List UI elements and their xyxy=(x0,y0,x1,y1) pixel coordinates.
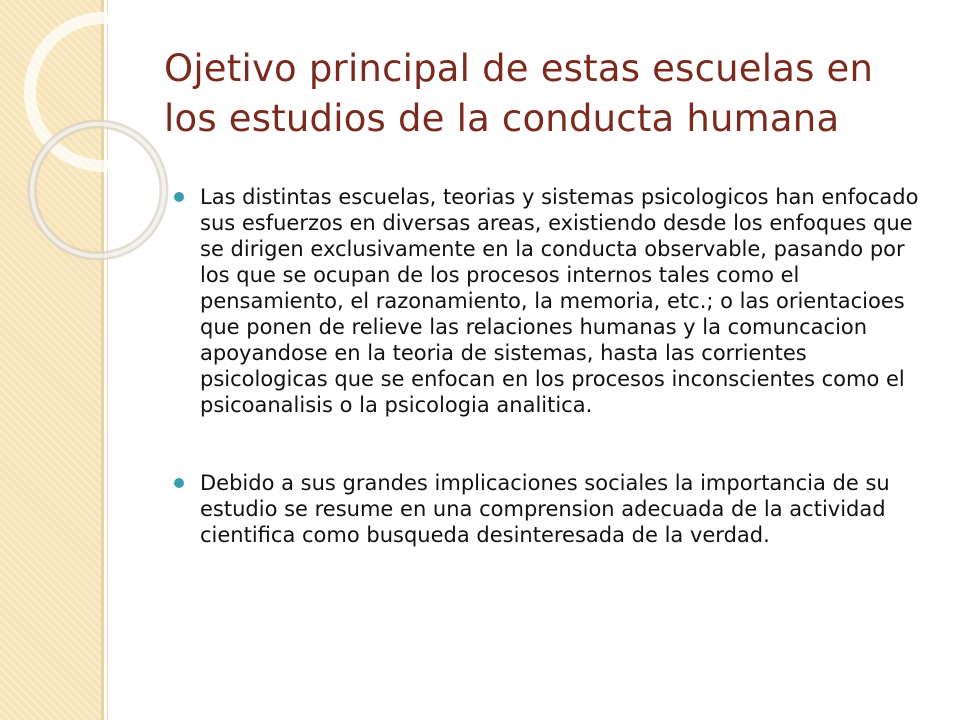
decorative-ring-lower-highlight xyxy=(32,124,164,256)
bullet-icon xyxy=(174,478,184,488)
bullet-text: Las distintas escuelas, teorias y sistemas psicologicos han enfocado sus esfuerzos en diversas areas, existiendo desde los enfoques que se dirigen exclusivamente en la conducta observable, pasando por los que se ocupan de los procesos internos tales como el pensamiento, el razonamiento, la memoria, etc.; o las orientacioes que ponen de relieve las relaciones humanas y la comuncacion apoyandose en la teoria de sistemas, hasta las corrientes psicologicas que se enfocan en los procesos inconscientes como el psicoanalisis o la psicologia analitica. xyxy=(200,185,919,417)
bullet-list xyxy=(174,184,938,600)
bullet-item xyxy=(174,184,938,418)
slide-title: Ojetivo principal de estas escuelas en los estudios de la conducta humana xyxy=(164,47,874,140)
bullet-text: Debido a sus grandes implicaciones sociales la importancia de su estudio se resume en una comprension adecuada de la actividad cientifica como busqueda desinteresada de la verdad. xyxy=(200,471,890,547)
bullet-item xyxy=(174,470,938,548)
bullet-icon xyxy=(174,192,184,202)
